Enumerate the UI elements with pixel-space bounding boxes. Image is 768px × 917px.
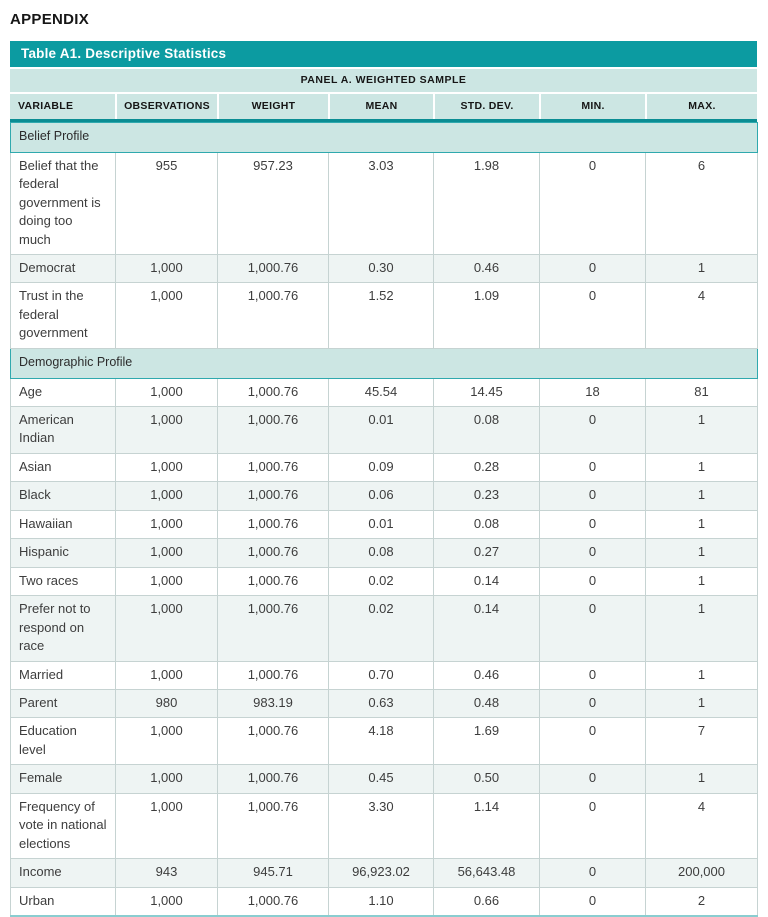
max-cell: 4 — [646, 793, 758, 858]
std-dev-cell: 0.14 — [434, 596, 540, 661]
min-cell: 0 — [540, 765, 646, 793]
observations-cell: 1,000 — [116, 453, 218, 481]
max-cell: 1 — [646, 690, 758, 718]
table-row — [11, 887, 758, 916]
min-cell: 0 — [540, 482, 646, 510]
weight-cell: 1,000.76 — [218, 378, 329, 406]
variable-cell: Income — [11, 859, 116, 887]
column-header-mean: MEAN — [328, 94, 433, 119]
column-header-row — [10, 94, 757, 122]
observations-cell: 1,000 — [116, 539, 218, 567]
variable-cell: Belief that the federal government is doing too much — [11, 152, 116, 254]
mean-cell: 0.08 — [329, 539, 434, 567]
observations-cell: 1,000 — [116, 596, 218, 661]
max-cell: 1 — [646, 765, 758, 793]
table-row — [11, 510, 758, 538]
min-cell: 0 — [540, 152, 646, 254]
max-cell: 2 — [646, 887, 758, 916]
variable-cell: Education level — [11, 718, 116, 765]
mean-cell: 4.18 — [329, 718, 434, 765]
variable-cell: Black — [11, 482, 116, 510]
variable-cell: American Indian — [11, 407, 116, 454]
max-cell: 1 — [646, 510, 758, 538]
mean-cell: 0.06 — [329, 482, 434, 510]
min-cell: 0 — [540, 859, 646, 887]
variable-cell: Parent — [11, 690, 116, 718]
variable-cell: Hispanic — [11, 539, 116, 567]
variable-cell: Two races — [11, 567, 116, 595]
std-dev-cell: 0.50 — [434, 765, 540, 793]
std-dev-cell: 56,643.48 — [434, 859, 540, 887]
variable-cell: Frequency of vote in national elections — [11, 793, 116, 858]
table-row — [11, 255, 758, 283]
max-cell: 1 — [646, 482, 758, 510]
column-header-std-dev: STD. DEV. — [433, 94, 539, 119]
stats-table-body — [11, 123, 758, 917]
mean-cell: 0.02 — [329, 567, 434, 595]
table-row — [11, 765, 758, 793]
weight-cell: 1,000.76 — [218, 539, 329, 567]
table-row — [11, 539, 758, 567]
table-row — [11, 567, 758, 595]
weight-cell: 1,000.76 — [218, 793, 329, 858]
weight-cell: 1,000.76 — [218, 510, 329, 538]
std-dev-cell: 0.66 — [434, 887, 540, 916]
variable-cell: Prefer not to respond on race — [11, 596, 116, 661]
mean-cell: 0.45 — [329, 765, 434, 793]
column-header-variable: VARIABLE — [10, 94, 115, 119]
min-cell: 0 — [540, 283, 646, 348]
page-title: APPENDIX — [10, 11, 90, 28]
std-dev-cell: 1.14 — [434, 793, 540, 858]
variable-cell: Age — [11, 378, 116, 406]
min-cell: 0 — [540, 255, 646, 283]
min-cell: 0 — [540, 793, 646, 858]
weight-cell: 1,000.76 — [218, 765, 329, 793]
weight-cell: 1,000.76 — [218, 283, 329, 348]
panel-label: PANEL A. WEIGHTED SAMPLE — [10, 69, 757, 92]
mean-cell: 0.09 — [329, 453, 434, 481]
std-dev-cell: 1.98 — [434, 152, 540, 254]
min-cell: 0 — [540, 887, 646, 916]
table-title: Table A1. Descriptive Statistics — [10, 41, 757, 67]
observations-cell: 1,000 — [116, 482, 218, 510]
table-row — [11, 378, 758, 406]
max-cell: 4 — [646, 283, 758, 348]
weight-cell: 983.19 — [218, 690, 329, 718]
weight-cell: 1,000.76 — [218, 661, 329, 689]
table-row — [11, 859, 758, 887]
weight-cell: 1,000.76 — [218, 482, 329, 510]
weight-cell: 1,000.76 — [218, 596, 329, 661]
variable-cell: Asian — [11, 453, 116, 481]
min-cell: 0 — [540, 539, 646, 567]
observations-cell: 1,000 — [116, 510, 218, 538]
mean-cell: 0.63 — [329, 690, 434, 718]
mean-cell: 0.70 — [329, 661, 434, 689]
min-cell: 0 — [540, 567, 646, 595]
mean-cell: 1.10 — [329, 887, 434, 916]
max-cell: 1 — [646, 661, 758, 689]
min-cell: 0 — [540, 690, 646, 718]
table-row — [11, 690, 758, 718]
mean-cell: 0.02 — [329, 596, 434, 661]
weight-cell: 1,000.76 — [218, 255, 329, 283]
std-dev-cell: 0.14 — [434, 567, 540, 595]
max-cell: 1 — [646, 407, 758, 454]
table-row — [11, 661, 758, 689]
min-cell: 0 — [540, 510, 646, 538]
mean-cell: 96,923.02 — [329, 859, 434, 887]
mean-cell: 45.54 — [329, 378, 434, 406]
std-dev-cell: 0.08 — [434, 510, 540, 538]
column-header-min: MIN. — [539, 94, 645, 119]
max-cell: 7 — [646, 718, 758, 765]
observations-cell: 943 — [116, 859, 218, 887]
column-header-weight: WEIGHT — [217, 94, 328, 119]
weight-cell: 1,000.76 — [218, 567, 329, 595]
observations-cell: 955 — [116, 152, 218, 254]
section-header-label: Belief Profile — [11, 123, 758, 153]
variable-cell: Married — [11, 661, 116, 689]
weight-cell: 945.71 — [218, 859, 329, 887]
std-dev-cell: 0.27 — [434, 539, 540, 567]
observations-cell: 1,000 — [116, 765, 218, 793]
observations-cell: 1,000 — [116, 887, 218, 916]
table-row — [11, 453, 758, 481]
std-dev-cell: 14.45 — [434, 378, 540, 406]
min-cell: 0 — [540, 718, 646, 765]
min-cell: 0 — [540, 453, 646, 481]
stats-table-grid — [10, 122, 758, 917]
std-dev-cell: 1.09 — [434, 283, 540, 348]
mean-cell: 0.01 — [329, 510, 434, 538]
weight-cell: 1,000.76 — [218, 407, 329, 454]
max-cell: 1 — [646, 596, 758, 661]
variable-cell: Urban — [11, 887, 116, 916]
mean-cell: 0.30 — [329, 255, 434, 283]
observations-cell: 1,000 — [116, 567, 218, 595]
table-row — [11, 152, 758, 254]
max-cell: 1 — [646, 255, 758, 283]
observations-cell: 1,000 — [116, 718, 218, 765]
observations-cell: 1,000 — [116, 407, 218, 454]
std-dev-cell: 0.46 — [434, 255, 540, 283]
max-cell: 200,000 — [646, 859, 758, 887]
observations-cell: 1,000 — [116, 378, 218, 406]
observations-cell: 980 — [116, 690, 218, 718]
variable-cell: Trust in the federal government — [11, 283, 116, 348]
column-header-max: MAX. — [645, 94, 757, 119]
mean-cell: 3.03 — [329, 152, 434, 254]
section-header-row — [11, 348, 758, 378]
mean-cell: 3.30 — [329, 793, 434, 858]
min-cell: 0 — [540, 596, 646, 661]
max-cell: 1 — [646, 567, 758, 595]
observations-cell: 1,000 — [116, 661, 218, 689]
table-row — [11, 793, 758, 858]
table-row — [11, 283, 758, 348]
std-dev-cell: 0.28 — [434, 453, 540, 481]
table-row — [11, 596, 758, 661]
section-header-label: Demographic Profile — [11, 348, 758, 378]
max-cell: 6 — [646, 152, 758, 254]
std-dev-cell: 0.23 — [434, 482, 540, 510]
weight-cell: 1,000.76 — [218, 453, 329, 481]
section-header-row — [11, 123, 758, 153]
max-cell: 1 — [646, 453, 758, 481]
observations-cell: 1,000 — [116, 793, 218, 858]
table-row — [11, 718, 758, 765]
weight-cell: 957.23 — [218, 152, 329, 254]
std-dev-cell: 0.08 — [434, 407, 540, 454]
weight-cell: 1,000.76 — [218, 887, 329, 916]
table-row — [11, 407, 758, 454]
std-dev-cell: 0.46 — [434, 661, 540, 689]
mean-cell: 0.01 — [329, 407, 434, 454]
table-row — [11, 482, 758, 510]
max-cell: 81 — [646, 378, 758, 406]
weight-cell: 1,000.76 — [218, 718, 329, 765]
variable-cell: Female — [11, 765, 116, 793]
min-cell: 18 — [540, 378, 646, 406]
std-dev-cell: 1.69 — [434, 718, 540, 765]
stats-table — [10, 41, 757, 917]
variable-cell: Hawaiian — [11, 510, 116, 538]
min-cell: 0 — [540, 661, 646, 689]
max-cell: 1 — [646, 539, 758, 567]
observations-cell: 1,000 — [116, 255, 218, 283]
variable-cell: Democrat — [11, 255, 116, 283]
min-cell: 0 — [540, 407, 646, 454]
observations-cell: 1,000 — [116, 283, 218, 348]
std-dev-cell: 0.48 — [434, 690, 540, 718]
column-header-observations: OBSERVATIONS — [115, 94, 217, 119]
mean-cell: 1.52 — [329, 283, 434, 348]
